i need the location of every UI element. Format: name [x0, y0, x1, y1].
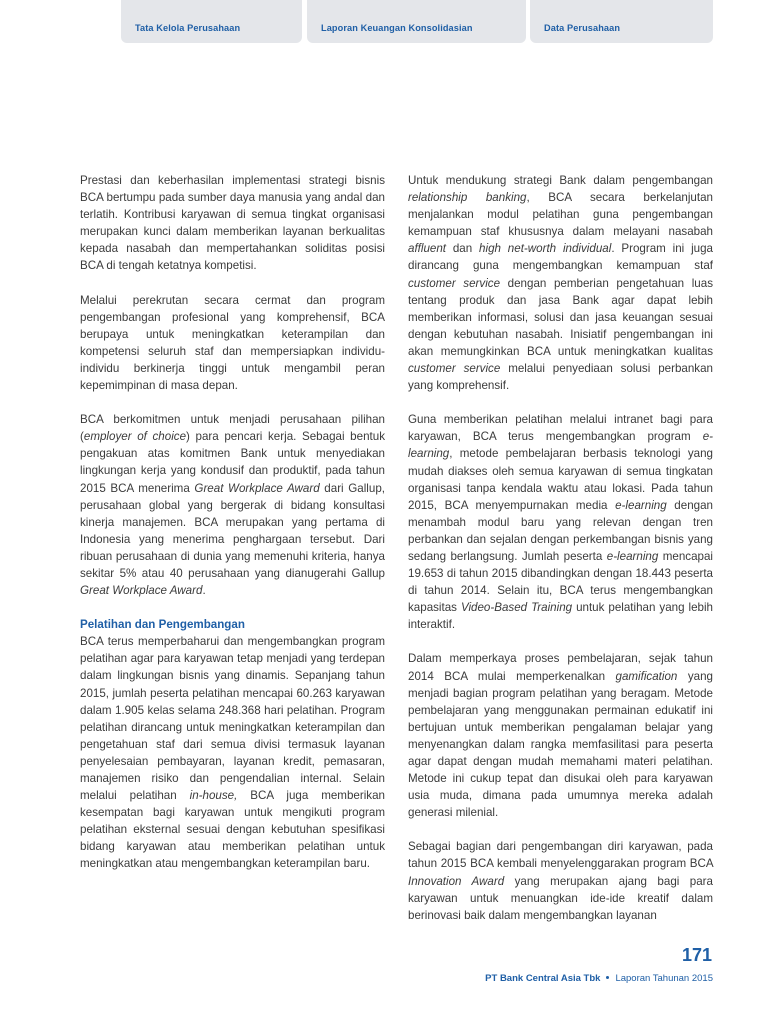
paragraph: Dalam memperkaya proses pembelajaran, sejak tahun 2014 BCA mulai memperkenalkan gamification yang menjadi bagian program pelatihan yang beragam. Metode pembelajaran yang menggunakan permainan edukatif ini bertujuan untuk memberikan pengalaman belajar yang menyenangkan dalam rangka memfasilitasi para peserta agar dapat dengan mudah memahami materi pelatihan. Metode ini cukup tepat dan disukai oleh para karyawan usia muda, dimana pada umumnya mereka adalah generasi milenial.: [408, 652, 713, 820]
page-number: 171: [681, 945, 712, 965]
footer: [485, 973, 713, 984]
footer-report-title: Laporan Tahunan 2015: [615, 973, 713, 984]
right-column: [408, 172, 713, 924]
paragraph: Melalui perekrutan secara cermat dan program pengembangan profesional yang komprehensif, BCA berupaya untuk meningkatkan keterampilan dan kompetensi seluruh staf dan mempersiapkan individu-individu berkinerja tinggi untuk mengambil peran kepemimpinan di masa depan.: [80, 293, 385, 393]
section-tabs: [0, 0, 768, 44]
paragraph: Untuk mendukung strategi Bank dalam pengembangan relationship banking, BCA secara berkelanjutan menjalankan modul pelatihan guna pengembangan kemampuan staf khususnya dalam melayani nasabah affluent dan high net-worth individual. Program ini juga dirancang guna mengembangkan kemampuan staf customer service dengan pemberian pengetahuan luas tentang produk dan jasa Bank agar dapat lebih memberikan informasi, solusi dan jasa keuangan sesuai dengan kebutuhan nasabah. Inisiatif pengembangan ini akan memungkinkan BCA untuk meningkatkan kualitas customer service melalui penyediaan solusi perbankan yang komprehensif.: [408, 174, 714, 393]
tab-laporan-keuangan[interactable]: Laporan Keuangan Konsolidasian: [307, 0, 526, 43]
tab-tata-kelola[interactable]: Tata Kelola Perusahaan: [121, 0, 302, 43]
paragraph: BCA berkomitmen untuk menjadi perusahaan pilihan (employer of choice) para pencari kerja. Sebagai bentuk pengakuan atas komitmen Bank untuk menyediakan lingkungan kerja yang kondusif dan produktif, pada tahun 2015 BCA menerima Great Workplace Award dari Gallup, perusahaan global yang bergerak di bidang konsultasi kinerja manajemen. BCA merupakan yang pertama di Indonesia yang menerima penghargaan tersebut. Dari ribuan perusahaan di dunia yang memenuhi kriteria, hanya sekitar 5% atau 40 perusahaan yang dianugerahi Gallup Great Workplace Award.: [80, 413, 385, 598]
left-column: [80, 172, 385, 890]
paragraph: Guna memberikan pelatihan melalui intranet bagi para karyawan, BCA terus mengembangkan program e-learning, metode pembelajaran berbasis teknologi yang mudah diakses oleh semua karyawan di semua tingkatan organisasi tanpa kendala waktu atau lokasi. Pada tahun 2015, BCA menyempurnakan media e-learning dengan menambah modul baru yang relevan dengan tren perbankan dan sejalan dengan perkembangan bisnis yang sedang berlangsung. Jumlah peserta e-learning mencapai 19.653 di tahun 2015 dibandingkan dengan 18.443 peserta di tahun 2014. Selain itu, BCA terus mengembangkan kapasitas Video-Based Training untuk pelatihan yang lebih interaktif.: [408, 413, 713, 632]
footer-company: PT Bank Central Asia Tbk: [485, 973, 601, 984]
paragraph: Sebagai bagian dari pengembangan diri karyawan, pada tahun 2015 BCA kembali menyelenggarakan program BCA Innovation Award yang merupakan ajang bagi para karyawan untuk menuangkan ide-ide kreatif dalam berinovasi baik dalam mengembangkan layanan: [408, 840, 713, 922]
paragraph: Prestasi dan keberhasilan implementasi strategi bisnis BCA bertumpu pada sumber daya manusia yang andal dan terlatih. Kontribusi karyawan di semua tingkat organisasi merupakan kunci dalam memberikan layanan berkualitas kepada nasabah dan mempertahankan soliditas posisi BCA di tengah ketatnya kompetisi.: [80, 174, 385, 273]
tab-data-perusahaan[interactable]: Data Perusahaan: [530, 0, 713, 43]
section-heading: Pelatihan dan Pengembangan: [80, 618, 245, 632]
paragraph: BCA terus memperbaharui dan mengembangkan program pelatihan agar para karyawan tetap menjadi yang terdepan dalam lingkungan bisnis yang dinamis. Sepanjang tahun 2015, jumlah peserta pelatihan mencapai 60.263 karyawan dalam 1.905 kelas selama 248.368 hari pelatihan. Program pelatihan dirancang untuk meningkatkan keterampilan dan pengetahuan staf dari semua divisi termasuk layanan penyelesaian pembayaran, layanan kredit, pemasaran, manajemen risiko dan pengendalian internal. Selain melalui pelatihan in-house, BCA juga memberikan kesempatan bagi karyawan untuk mengikuti program pelatihan eksternal sesuai dengan kebutuhan spesifikasi bidang karyawan atau memberikan pelatihan untuk meningkatkan atau mengembangkan keterampilan baru.: [80, 635, 385, 871]
bullet-separator-icon: [606, 976, 609, 979]
